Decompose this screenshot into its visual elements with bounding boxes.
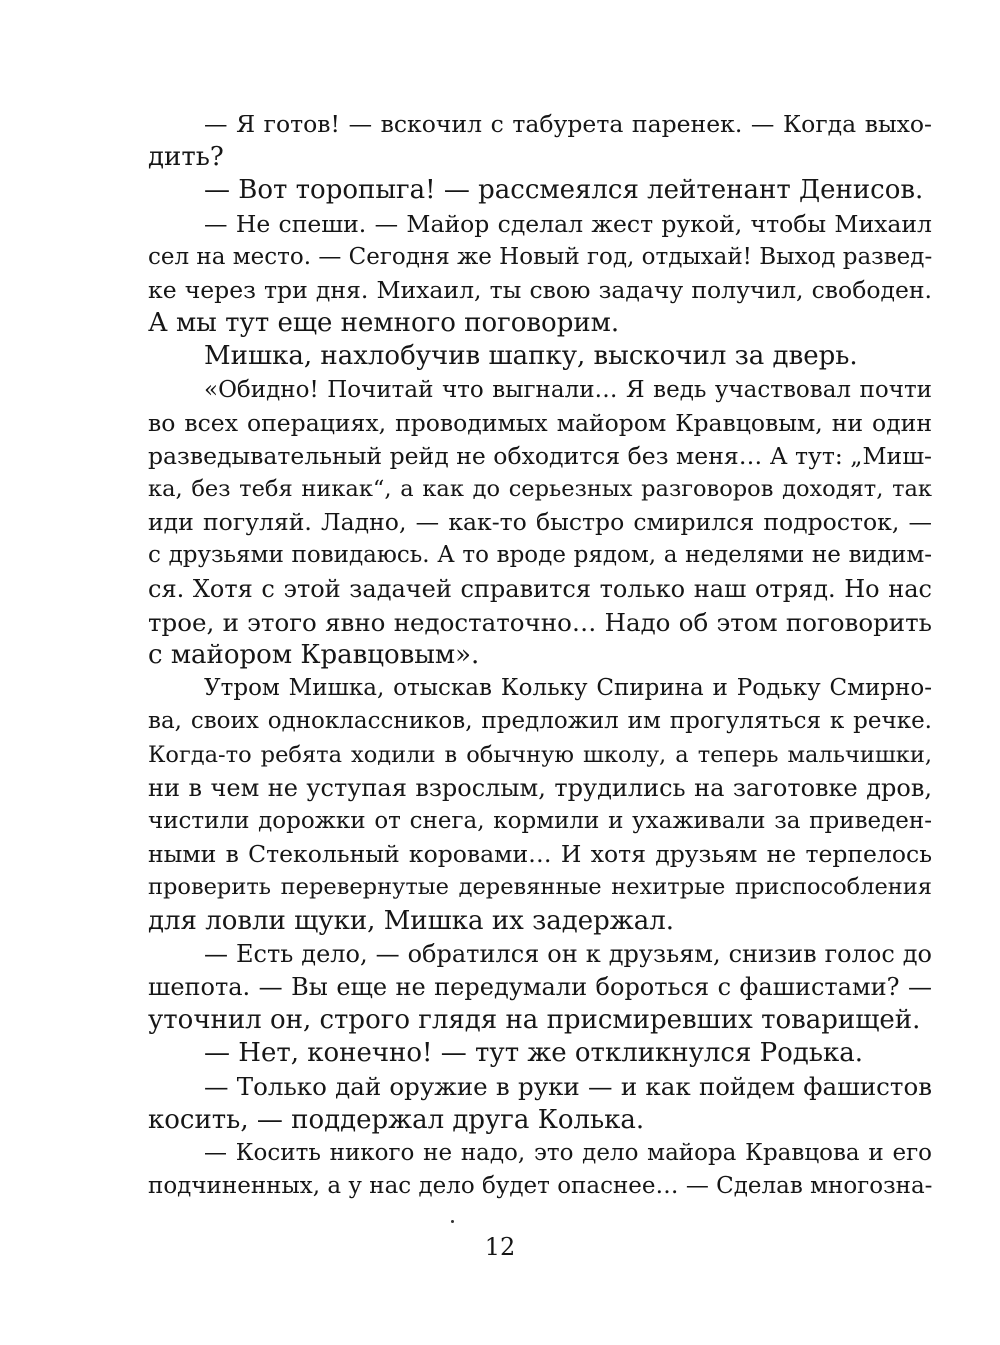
text-line: уточнил он, строго глядя на присмиревших товарищей. xyxy=(148,1005,921,1036)
text-line: — Не спеши. — Майор сделал жест рукой, чтобы Михаил xyxy=(204,209,932,238)
text-line: — Вот торопыга! — рассмеялся лейтенант Денисов. xyxy=(204,175,924,206)
text-line: сел на место. — Сегодня же Новый год, отдыхай! Выход развед- xyxy=(148,243,933,270)
text-line: с друзьями повидаюсь. А то вроде рядом, а неделями не видим- xyxy=(148,542,932,569)
text-line: А мы тут еще немного поговорим. xyxy=(148,308,620,339)
text-line: для ловли щуки, Мишка их задержал. xyxy=(148,905,675,936)
text-line: — Косить никого не надо, это дело майора Кравцова и его xyxy=(204,1139,932,1166)
text-line: — Нет, конечно! — тут же откликнулся Родька. xyxy=(204,1038,863,1069)
text-line: подчиненных, а у нас дело будет опаснее… — Сделав многозна- xyxy=(148,1173,933,1199)
text-line: дить? xyxy=(148,142,224,173)
text-line: во всех операциях, проводимых майором Кравцовым, ни один xyxy=(148,408,932,437)
text-line: — Есть дело, — обратился он к друзьям, снизив голос до xyxy=(204,939,932,968)
text-line: — Только дай оружие в руки — и как пойдем фашистов xyxy=(204,1072,932,1102)
text-line: Утром Мишка, отыскав Кольку Спирина и Родьку Смирно- xyxy=(204,675,932,702)
text-line: — Я готов! — вскочил с табурета паренек. — Когда выхо- xyxy=(204,110,932,138)
text-line: шепота. — Вы еще не передумали бороться с фашистами? — xyxy=(148,972,932,1001)
text-line: чистили дорожки от снега, кормили и ухаживали за приведен- xyxy=(148,807,932,834)
text-line: ся. Хотя с этой задачей справится только наш отряд. Но нас xyxy=(148,574,932,603)
print-speck xyxy=(451,1220,454,1223)
body-text xyxy=(148,108,932,1203)
page-number: 12 xyxy=(484,1233,516,1261)
text-line: ни в чем не уступая взрослым, трудились на заготовке дров, xyxy=(148,773,932,802)
text-line: иди погуляй. Ладно, — как-то быстро смирился подросток, — xyxy=(148,508,932,537)
text-line: с майором Кравцовым». xyxy=(148,640,480,670)
text-line: Мишка, нахлобучив шапку, выскочил за дверь. xyxy=(204,341,858,372)
text-line: косить, — поддержал друга Колька. xyxy=(148,1104,645,1135)
text-line: разведывательный рейд не обходится без меня… А тут: „Миш- xyxy=(148,441,932,470)
text-line: ва, своих одноклассников, предложил им прогуляться к речке. xyxy=(148,708,932,735)
text-line: трое, и этого явно недостаточно… Надо об этом поговорить xyxy=(148,607,932,637)
text-line: ка, без тебя никак“, а как до серьезных разговоров доходят, так xyxy=(148,476,932,503)
text-line: ными в Стекольный коровами… И хотя друзьям не терпелось xyxy=(148,840,932,869)
text-line: «Обидно! Почитай что выгнали… Я ведь участвовал почти xyxy=(204,376,932,403)
text-line: проверить перевернутые деревянные нехитрые приспособления xyxy=(148,874,932,901)
text-line: ке через три дня. Михаил, ты свою задачу получил, свободен. xyxy=(148,275,932,304)
text-line: Когда-то ребята ходили в обычную школу, а теперь мальчишки, xyxy=(148,741,932,768)
